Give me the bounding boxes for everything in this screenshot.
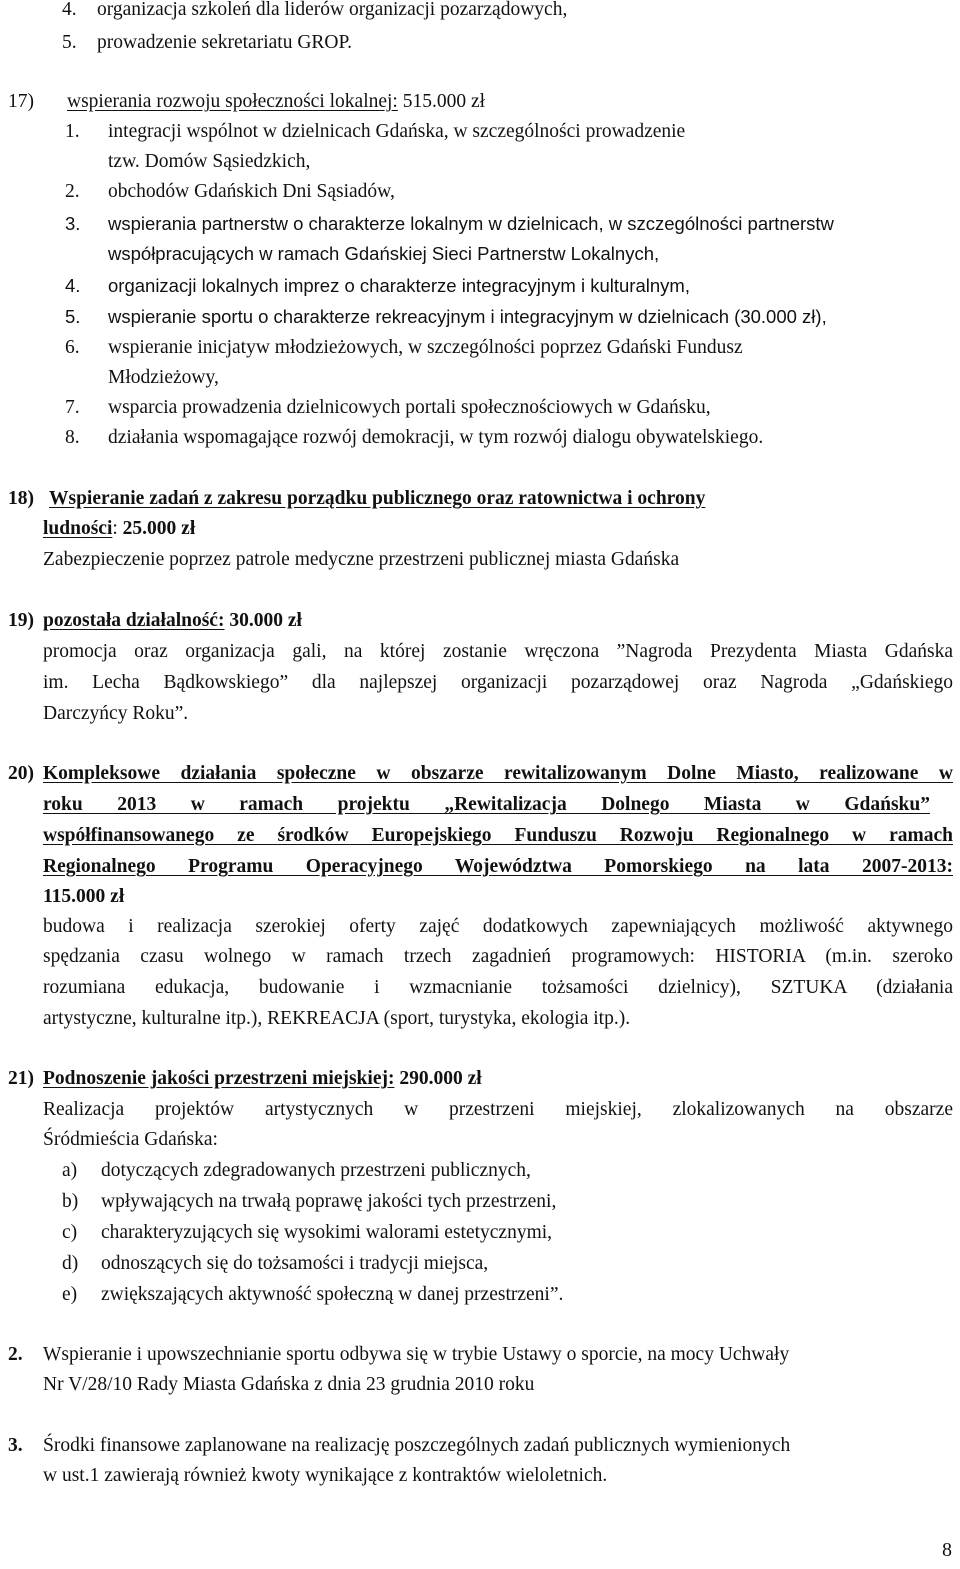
section-17-heading (67, 87, 485, 117)
section-17-number: 17) (8, 91, 34, 112)
s17-item-1-line-2: tzw. Domów Sąsiedzkich, (108, 151, 311, 172)
section-20-title-line-3: współfinansowanego ze środków Europejskiego Funduszu Rozwoju Regionalnego w ramach (43, 825, 953, 846)
section-19-number: 19) (8, 610, 34, 631)
section-21-body-line-1: Realizacja projektów artystycznych w przestrzeni miejskiej, zlokalizowanych na obszarze (43, 1099, 953, 1120)
section-18-title-line-1: Wspieranie zadań z zakresu porządku publicznego oraz ratownictwa i ochrony (49, 488, 706, 509)
paragraph-2-number: 2. (8, 1344, 23, 1365)
section-17-title: wspierania rozwoju społeczności lokalnej: (67, 91, 398, 112)
section-20-title-line-1: Kompleksowe działania społeczne w obszarze rewitalizowanym Dolne Miasto, realizowane w (43, 763, 953, 784)
s17-item-2-number: 2. (65, 181, 80, 202)
section-19-heading (43, 606, 302, 636)
section-21-title: Podnoszenie jakości przestrzeni miejskiej: (43, 1068, 395, 1089)
s17-item-1-line-1: integracji wspólnot w dzielnicach Gdańska, w szczególności prowadzenie (108, 121, 686, 142)
s17-item-3-line-2: współpracujących w ramach Gdańskiej Sieci Partnerstw Lokalnych, (108, 243, 660, 264)
s17-item-8-number: 8. (65, 427, 80, 448)
s21-item-a-label: a) (62, 1160, 78, 1181)
paragraph-3-line-1: Środki finansowe zaplanowane na realizację poszczególnych zadań publicznych wymienionych (43, 1435, 791, 1456)
s17-item-4-number: 4. (65, 275, 81, 296)
s21-item-d-label: d) (62, 1253, 79, 1274)
section-18-heading-line-2 (43, 514, 195, 544)
s21-item-b-label: b) (62, 1191, 79, 1212)
section-18-body: Zabezpieczenie poprzez patrole medyczne przestrzeni publicznej miasta Gdańska (43, 549, 680, 570)
section-20-title-line-2: roku 2013 w ramach projektu „Rewitalizacja Dolnego Miasta w Gdańsku” (43, 794, 930, 815)
section-19-body-line-3: Darczyńcy Roku”. (43, 703, 189, 724)
section-20-title-line-4: Regionalnego Programu Operacyjnego Województwa Pomorskiego na lata 2007-2013: (43, 856, 953, 877)
s21-item-b-text: wpływających na trwałą poprawę jakości tych przestrzeni, (101, 1191, 557, 1212)
paragraph-3-number: 3. (8, 1435, 23, 1456)
section-21-body-line-2: Śródmieścia Gdańska: (43, 1129, 218, 1150)
section-19-title: pozostała działalność: (43, 610, 225, 631)
section-17-amount: 515.000 zł (402, 91, 486, 112)
section-20-body-line-1: budowa i realizacja szerokiej oferty zajęć dodatkowych zapewniających możliwość aktywnego (43, 916, 953, 937)
s17-item-7-line-1: wsparcia prowadzenia dzielnicowych portali społecznościowych w Gdańsku, (108, 397, 711, 418)
section-20-body-line-3: rozumiana edukacja, budowanie i wzmacnianie tożsamości dzielnicy), SZTUKA (działania (43, 977, 953, 998)
section-21-heading (43, 1064, 482, 1094)
s17-item-6-line-1: wspieranie inicjatyw młodzieżowych, w szczególności poprzez Gdański Fundusz (108, 337, 743, 358)
s21-item-e-label: e) (62, 1284, 78, 1305)
s17-item-6-number: 6. (65, 337, 80, 358)
section-20-amount: 115.000 zł (43, 886, 125, 907)
s17-item-5-number: 5. (65, 306, 81, 327)
section-21-amount: 290.000 zł (399, 1068, 482, 1089)
section-20-number: 20) (8, 763, 34, 784)
intro-item-5-number: 5. (62, 32, 77, 53)
s21-item-a-text: dotyczących zdegradowanych przestrzeni publicznych, (101, 1160, 531, 1181)
section-18-amount: 25.000 zł (122, 518, 196, 539)
s17-item-5-line-1: wspieranie sportu o charakterze rekreacyjnym i integracyjnym w dzielnicach (30.000 zł), (108, 306, 827, 327)
s17-item-2-line-1: obchodów Gdańskich Dni Sąsiadów, (108, 181, 395, 202)
s17-item-3-number: 3. (65, 213, 81, 234)
intro-item-4-number: 4. (62, 0, 77, 20)
s21-item-d-text: odnoszących się do tożsamości i tradycji miejsca, (101, 1253, 489, 1274)
section-18-title-line-2: ludności (43, 518, 113, 539)
section-19-amount: 30.000 zł (229, 610, 302, 631)
paragraph-2-line-2: Nr V/28/10 Rady Miasta Gdańska z dnia 23 grudnia 2010 roku (43, 1374, 535, 1395)
s17-item-1-number: 1. (65, 121, 80, 142)
s17-item-8-line-1: działania wspomagające rozwój demokracji, w tym rozwój dialogu obywatelskiego. (108, 427, 764, 448)
s21-item-e-text: zwiększających aktywność społeczną w danej przestrzeni”. (101, 1284, 564, 1305)
s21-item-c-text: charakteryzujących się wysokimi walorami estetycznymi, (101, 1222, 553, 1243)
section-20-body-line-2: spędzania czasu wolnego w ramach trzech zagadnień programowych: HISTORIA (m.in. szeroko (43, 946, 953, 967)
section-19-body-line-1: promocja oraz organizacja gali, na której zostanie wręczona ”Nagroda Prezydenta Miasta Gdańska (43, 641, 953, 662)
s17-item-7-number: 7. (65, 397, 80, 418)
paragraph-2-line-1: Wspieranie i upowszechnianie sportu odbywa się w trybie Ustawy o sporcie, na mocy Uchwały (43, 1344, 790, 1365)
section-21-number: 21) (8, 1068, 34, 1089)
page-number: 8 (942, 1539, 952, 1561)
s17-item-4-line-1: organizacji lokalnych imprez o charakterze integracyjnym i kulturalnym, (108, 275, 690, 296)
s17-item-3-line-1: wspierania partnerstw o charakterze lokalnym w dzielnicach, w szczególności partnerstw (108, 213, 834, 234)
section-20-body-line-4: artystyczne, kulturalne itp.), REKREACJA (sport, turystyka, ekologia itp.). (43, 1008, 631, 1029)
section-18-colon: : (112, 518, 118, 539)
intro-item-5-text: prowadzenie sekretariatu GROP. (97, 32, 353, 53)
section-19-body-line-2: im. Lecha Bądkowskiego” dla najlepszej organizacji pozarządowej oraz Nagroda „Gdańskiego (43, 672, 953, 693)
intro-item-4-text: organizacja szkoleń dla liderów organizacji pozarządowych, (97, 0, 568, 20)
paragraph-3-line-2: w ust.1 zawierają również kwoty wynikające z kontraktów wieloletnich. (43, 1465, 608, 1486)
s21-item-c-label: c) (62, 1222, 78, 1243)
section-18-number: 18) (8, 488, 34, 509)
s17-item-6-line-2: Młodzieżowy, (108, 367, 219, 388)
